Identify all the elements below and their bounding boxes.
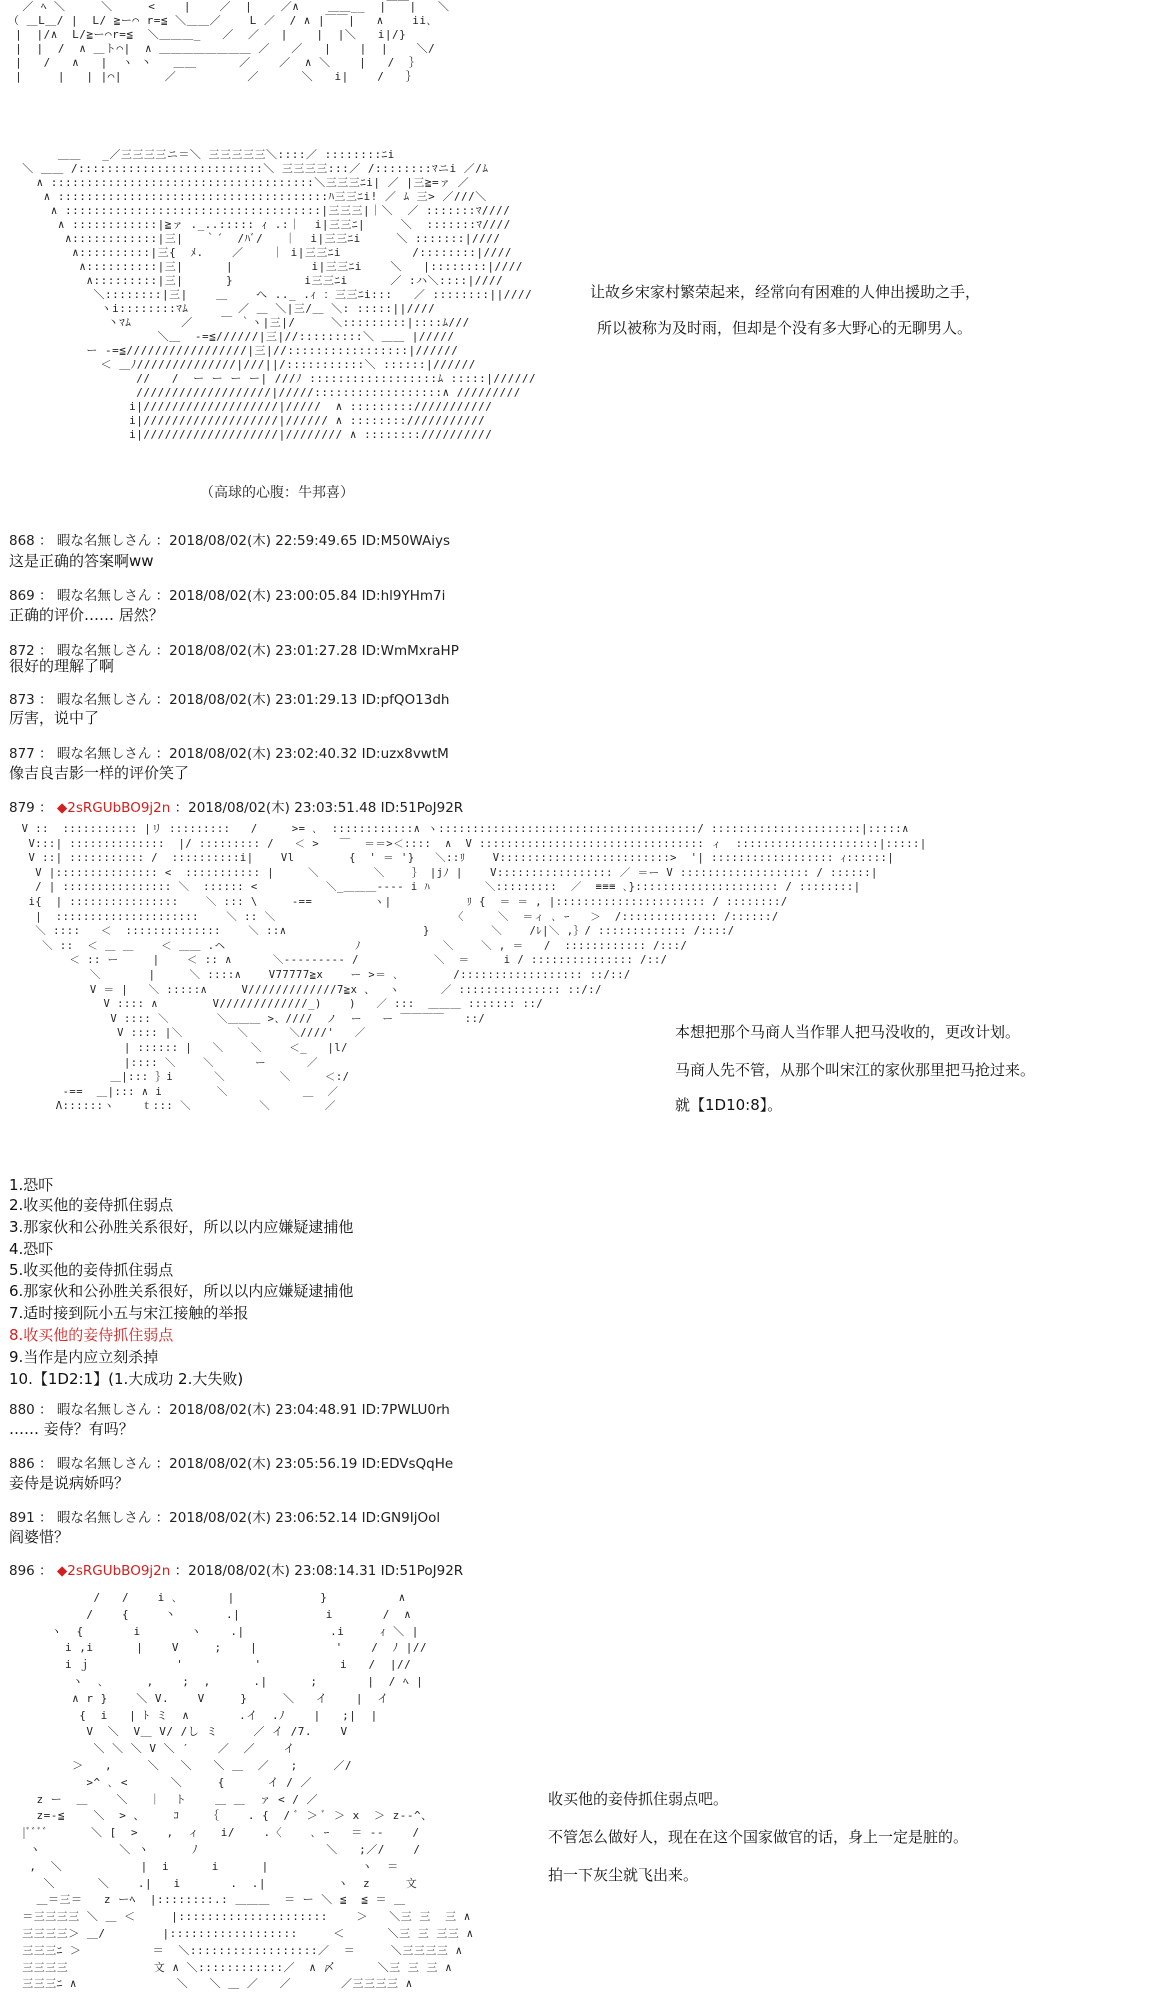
narration-line: 让故乡宋家村繁荣起来，经常向有困难的人伸出援助之手， bbox=[590, 283, 981, 301]
ascii-art-top: ／ ﾍ ＼ ＼ < | ／ | ／∧ ＿＿__ |￣￣| ＼ （ ＿L＿/ | L/ ≧ー⌒ r=≦ ＼＿＿／ L ／ / ∧ |￣￣| ∧ ii､ | |/∧ L/≧ー⌒r=≦ ＼＿＿＿_ ／ ／ | | |＼ i|/} | | / ∧ ＿ト⌒| ∧ ＿＿＿＿＿＿＿＿ ／ ／ | | | ＼/ | / ∧ | ヽ 丶 ＿＿ ／ ／ ∧ ＼ | / ｝ | | | |⌒| ／ ／ ＼ i| / ｝ bbox=[8, 0, 450, 83]
post-header-author bbox=[9, 799, 463, 817]
narration-line: 拍一下灰尘就飞出来。 bbox=[548, 1866, 699, 1884]
option-item: 9.当作是内应立刻杀掉 bbox=[9, 1348, 159, 1366]
narration-line: 马商人先不管，从那个叫宋江的家伙那里把马抢过来。 bbox=[675, 1061, 1036, 1079]
post-body: 这是正确的答案啊ww bbox=[9, 552, 154, 570]
option-item: 5.收买他的妾侍抓住弱点 bbox=[9, 1261, 174, 1279]
post-header: 869 ： 暇な名無しさん ：2018/08/02(木) 23:00:05.84 ID:hl9YHm7i bbox=[9, 588, 446, 604]
post-header: 872 ： 暇な名無しさん ：2018/08/02(木) 23:01:27.28 ID:WmMxraHP bbox=[9, 643, 459, 659]
narration-line: 所以被称为及时雨，但却是个没有多大野心的无聊男人。 bbox=[597, 319, 973, 337]
post-meta: ：2018/08/02(木) 23:08:14.31 ID:51PoJ92R bbox=[170, 1563, 464, 1579]
post-body: 很好的理解了啊 bbox=[9, 657, 115, 675]
post-body: 阎婆惜？ bbox=[9, 1528, 70, 1546]
tripcode: 2sRGUbBO9j2n bbox=[67, 1563, 171, 1579]
tripcode: 2sRGUbBO9j2n bbox=[67, 800, 171, 816]
post-header: 877 ： 暇な名無しさん ：2018/08/02(木) 23:02:40.32 ID:uzx8vwtM bbox=[9, 746, 449, 762]
narration-line: 本想把那个马商人当作罪人把马没收的，更改计划。 bbox=[675, 1023, 1021, 1041]
post-number: 896 ： bbox=[9, 1563, 53, 1579]
narration-line: 不管怎么做好人，现在在这个国家做官的话，身上一定是脏的。 bbox=[548, 1828, 969, 1846]
post-body: 像吉良吉影一样的评价笑了 bbox=[9, 764, 190, 782]
post-meta: ：2018/08/02(木) 23:03:51.48 ID:51PoJ92R bbox=[170, 800, 464, 816]
option-item: 4.恐吓 bbox=[9, 1240, 54, 1258]
narration-line: 就【1D10:8】。 bbox=[675, 1096, 783, 1114]
trip-diamond-icon: ◆ bbox=[56, 800, 68, 816]
option-item: 2.收买他的妾侍抓住弱点 bbox=[9, 1196, 174, 1214]
narration-line: 收买他的妾侍抓住弱点吧。 bbox=[548, 1790, 729, 1808]
ascii-art-lower: / / i ､ | } ∧ / { 丶 .| i / ∧ ヽ { i ヽ .| .i ｨ ＼ | i ,i | V ; | ' / ﾉ |// i ｊ ' ' i / |// ヽ ､ , ; , .| ; | / ﾍ | ∧ r } ＼ V. V } ＼ イ | イ { i | ﾄ ミ ∧ .イ .ﾉ | ;| | V ＼ V＿ V/ /し ミ ／ イ /7. V ＼ ＼ ＼ V ＼ ′ ／ ／ イ ＞ , ＼ ＼ ＼ ＿ ／ ; ／/ >^ ､ < ＼ { イ / ／ z ー ＿ ＼ ｜ ト ＿ ＿ ァ < / ／ z=-≦ ＼ > 、 ｺ ｛ . { / ﾞ ＞ ﾞ ＞ x ＞ z--^、 |ﾞﾞﾞﾞ ＼ [ > , ィ i/ .〈 ､ ｰ ＝ -- / ヽ ＼ ヽ ﾉ ＼ ;／/ / , ＼ | i i | ヽ ＝ ＼ ＼ .| i . .| ヽ z 文 ＿＝三＝ z ーﾍ |::::::::.: ＿＿＿ ＝ ー ＼ ≦ ≦ ＝ ＿ ＝三三三三 ＼ ＿ ＜ |::::::::::::::::::::: ＞ ＼三 三 三 ∧ 三三三三＞ ＿/ |:::::::::::::::::: ＜ ＼三 三 三三 ∧ 三三三ﾆ ＞ ＝ ＼::::::::::::::::::／ ＝ ＼三三三三 ∧ 三三三三 文 ∧ ＼::::::::::::／ ∧ 〆 ＼三 三 三 ∧ 三三三ﾆ ∧ ＼ ＼ ＿ ／ ／ ／三三三三 ∧ bbox=[22, 1591, 474, 1991]
option-item: 3.那家伙和公孙胜关系很好，所以以内应嫌疑逮捕他 bbox=[9, 1218, 354, 1236]
post-header-author bbox=[9, 1562, 463, 1580]
post-body: 妾侍是说病娇吗？ bbox=[9, 1474, 130, 1492]
option-item: 6.那家伙和公孙胜关系很好，所以以内应嫌疑逮捕他 bbox=[9, 1282, 354, 1300]
ascii-art-middle: V :: ::::::::::: |リ ::::::::: / >= ､ ::::::::::::∧ ヽ::::::::::::::::::::::::::::::::::::::/ ::::::::::::::::::::::|:::::∧ V:::| :::::::::::::: |/ ::::::::: / ＜ > ￣ ＝＝>＜:::: ∧ V ::::::::::::::::::::::::::::::::: ィ :::::::::::::::::::::|:::::| V ::| ::::::::::: / ::::::::::i| Vl { ' ＝ '} ＼::ﾘ V:::::::::::::::::::::::::> '| :::::::::::::::::: ｨ::::::| V |::::::::::::::: < ::::::::::: | ＼ ＼ ｝ |jﾉ | V::::::::::::::::: ／ ＝ー V ::::::::::::::::::: / ::::::| / | :::::::::::::::: ＼ :::::: < ＼_＿＿＿---- i ﾊ ＼::::::::: ／ ≡≡≡ ､}::::::::::::::::::::: / ::::::::| i{ | :::::::::::::::: ＼ ::: \ -== ヽ| ﾘ { ＝ ＝ , |:::::::::::::::::::::: / ::::::::/ | ::::::::::::::::::::: ＼ :: ＼ 〈 ＼ ＝ィ ､ ｰ ＞ /:::::::::::::: /::::::/ ＼ :::: ＜ :::::::::::::: ＼ ::∧ } ＼ /ﾚ|＼ ,｝/ ::::::::::::: /::::/ ＼ :: ＜ ＿ ＿ ＜ ＿＿ .ヘ ﾉ ＼ ＼ , ＝ / :::::::::::: /:::/ ＜ :: ー | ＜ :: ∧ ＼--------- / ＼ ＝ i / ::::::::::::::: /::/ ＼ | ＼ ::::∧ V77777≧x ー >＝ ､ /:::::::::::::::::: ::/::/ V ＝ | ＼ :::::∧ V/////////////7≧x 、 ヽ ／ ::::::::::::::: ::/:/ V :::: ∧ V/////////////_) ) ／ ::: ＿＿＿ ::::::: ::/ V :::: ＼ ＼＿＿＿ >、//// ノ ー ー ￣￣￣￣ ::/ V :::: |＼ ＼ ＼////' ／ | :::::: | ＼ ＼ ＜_ |l/ |:::: ＼ ＼ ー ／ ＿|::: ｝i ＼ ＼ ＜:/ -== ＿|::: ∧ i ＼ ＿ ／ Λ::::::ヽ ｔ::: ＼ ＼ ／ bbox=[21, 823, 927, 1113]
post-body: …… 妾侍？有吗？ bbox=[9, 1420, 134, 1438]
post-header: 891 ： 暇な名無しさん ：2018/08/02(木) 23:06:52.14 ID:GN9IjOol bbox=[9, 1510, 441, 1526]
option-item-selected: 8.收买他的妾侍抓住弱点 bbox=[9, 1326, 174, 1344]
post-header: 880 ： 暇な名無しさん ：2018/08/02(木) 23:04:48.91 ID:7PWLU0rh bbox=[9, 1402, 450, 1418]
post-header: 886 ： 暇な名無しさん ：2018/08/02(木) 23:05:56.19 ID:EDVsQqHe bbox=[9, 1456, 454, 1472]
option-item: 10.【1D2:1】(1.大成功 2.大失败) bbox=[9, 1370, 244, 1388]
ascii-art-caption: （高球的心腹：牛邦喜） bbox=[200, 485, 354, 501]
post-header: 873 ： 暇な名無しさん ：2018/08/02(木) 23:01:29.13 ID:pfQO13dh bbox=[9, 692, 450, 708]
trip-diamond-icon: ◆ bbox=[56, 1563, 68, 1579]
post-number: 879 ： bbox=[9, 800, 53, 816]
post-header: 868 ： 暇な名無しさん ：2018/08/02(木) 22:59:49.65 ID:M50WAiys bbox=[9, 533, 451, 549]
ascii-art-upper: ＿＿ _／三三三三ニ＝＼ 三三三三三＼::::／ ::::::::ﾆi ＼ ＿＿ /::::::::::::::::::::::::::＼ 三三三三:::／ /::::::::ﾏニi ／/ﾑ ∧ :::::::::::::::::::::::::::::::::::::＼三三三ﾆi| ／ |三≧=ァ ／ ∧ ::::::::::::::::::::::::::::::::::::::ﾊ三三ﾆi! ／ ﾑ 三> ／///＼ ∧ ::::::::::::::::::::::::::::::::::::|三三三|｜＼ ／ :::::::ﾏ//// ∧ ::::::::::::|≧ァ ._..::::: ｨ .:｜ i|三三ﾆ| ＼ :::::::ﾏ//// ∧::::::::::::|三| ｀´ /ﾊﾞ/ ｜ i|三三ﾆi ＼ :::::::|//// ∧::::::::::|三{ ﾒ. ／ ｜ i|三三ﾆi /::::::::|//// ∧::::::::::|三| | i|三三ﾆi ＼ |::::::::|//// ∧:::::::::|三| } i三三ﾆi ／ :ハ＼::::|//// ＼::::::::|三| ＿ へ .._ .ｨ ：三三ﾆi::: ／ ::::::::||//// ヽi::::::::ﾏﾑ ／ ＿ ＼|三/＿ ＼: :::::||//// 丶ﾏﾑ ／ ￣ ｀ヽ|三|/ ＼:::::::::|::::ﾑ/// ＼＿ -=≦//////|三|//:::::::::＼ ＿＿ |///// ー -=≦/////////////////|三|//:::::::::::::::::|////// ＜ ＿ﾉ//////////////|///||/:::::::::::＼ ::::::|////// // / ー ー ー ー| ///ﾉ ::::::::::::::::::ﾑ :::::|////// ///////////////////|/////::::::::::::::::::∧ ///////// i|///////////////////|///// ∧ ::::::::://///////// i|///////////////////|////// ∧ :::::::://///////// i|///////////////////|//////// ∧ ::::::::////////// bbox=[22, 148, 537, 441]
option-item: 7.适时接到阮小五与宋江接触的举报 bbox=[9, 1304, 249, 1322]
post-body: 正确的评价…… 居然？ bbox=[9, 606, 164, 624]
option-item: 1.恐吓 bbox=[9, 1176, 54, 1194]
post-body: 厉害，说中了 bbox=[9, 709, 100, 727]
